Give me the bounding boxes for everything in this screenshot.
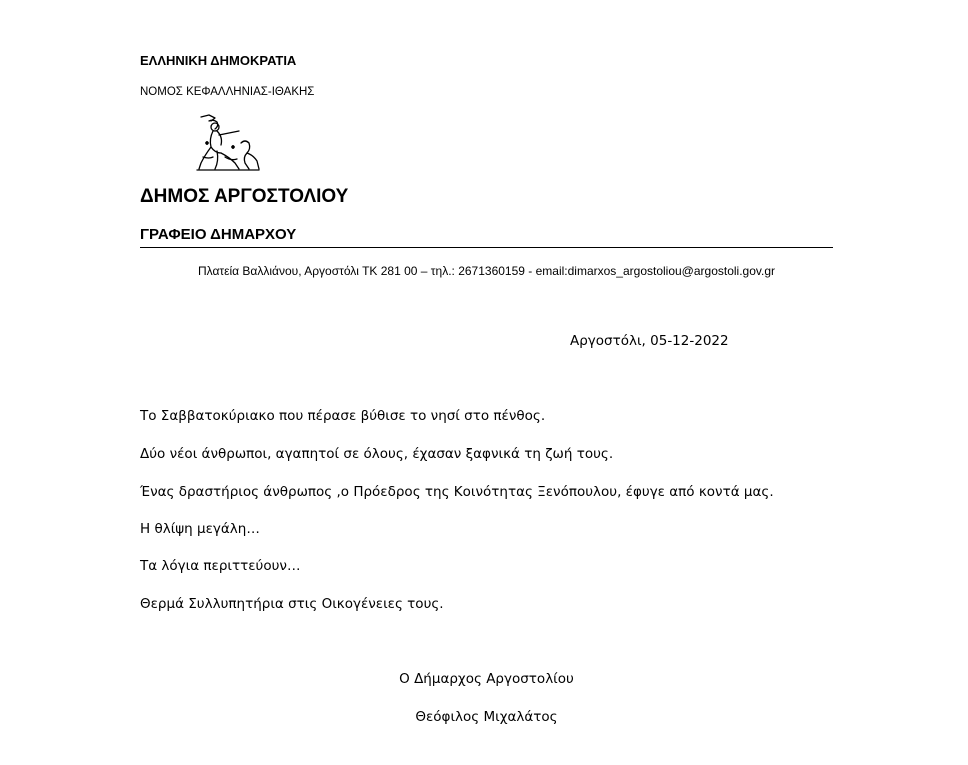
paragraph: Ένας δραστήριος άνθρωπος ,ο Πρόεδρος της Κοινότητας Ξενόπουλου, έφυγε από κοντά μας.: [140, 484, 774, 500]
prefecture-title: ΝΟΜΟΣ ΚΕΦΑΛΛΗΝΙΑΣ-ΙΘΑΚΗΣ: [140, 86, 315, 98]
signature-title: Ο Δήμαρχος Αργοστολίου: [399, 671, 574, 687]
contact-line: Πλατεία Βαλλιάνου, Αργοστόλι ΤΚ 281 00 – τηλ.: 2671360159 - email:dimarxos_argostoliou@argostoli.gov.gr: [197, 264, 776, 278]
country-title: ΕΛΛΗΝΙΚΗ ΔΗΜΟΚΡΑΤΙΑ: [140, 53, 297, 68]
municipal-emblem-icon: [195, 113, 261, 173]
header-divider: [140, 247, 833, 248]
paragraph: Η θλίψη μεγάλη…: [140, 521, 260, 537]
letter-date: Αργοστόλι, 05-12-2022: [570, 333, 729, 349]
signature-name: Θεόφιλος Μιχαλάτος: [415, 709, 558, 725]
paragraph: Το Σαββατοκύριακο που πέρασε βύθισε το νησί στο πένθος.: [140, 408, 546, 424]
paragraph: Θερμά Συλλυπητήρια στις Οικογένειες τους.: [140, 596, 444, 612]
office-title: ΓΡΑΦΕΙΟ ΔΗΜΑΡΧΟΥ: [140, 226, 297, 243]
paragraph: Δύο νέοι άνθρωποι, αγαπητοί σε όλους, έχασαν ξαφνικά τη ζωή τους.: [140, 446, 614, 462]
paragraph: Τα λόγια περιττεύουν…: [140, 558, 301, 574]
municipality-title: ΔΗΜΟΣ ΑΡΓΟΣΤΟΛΙΟΥ: [140, 186, 349, 207]
